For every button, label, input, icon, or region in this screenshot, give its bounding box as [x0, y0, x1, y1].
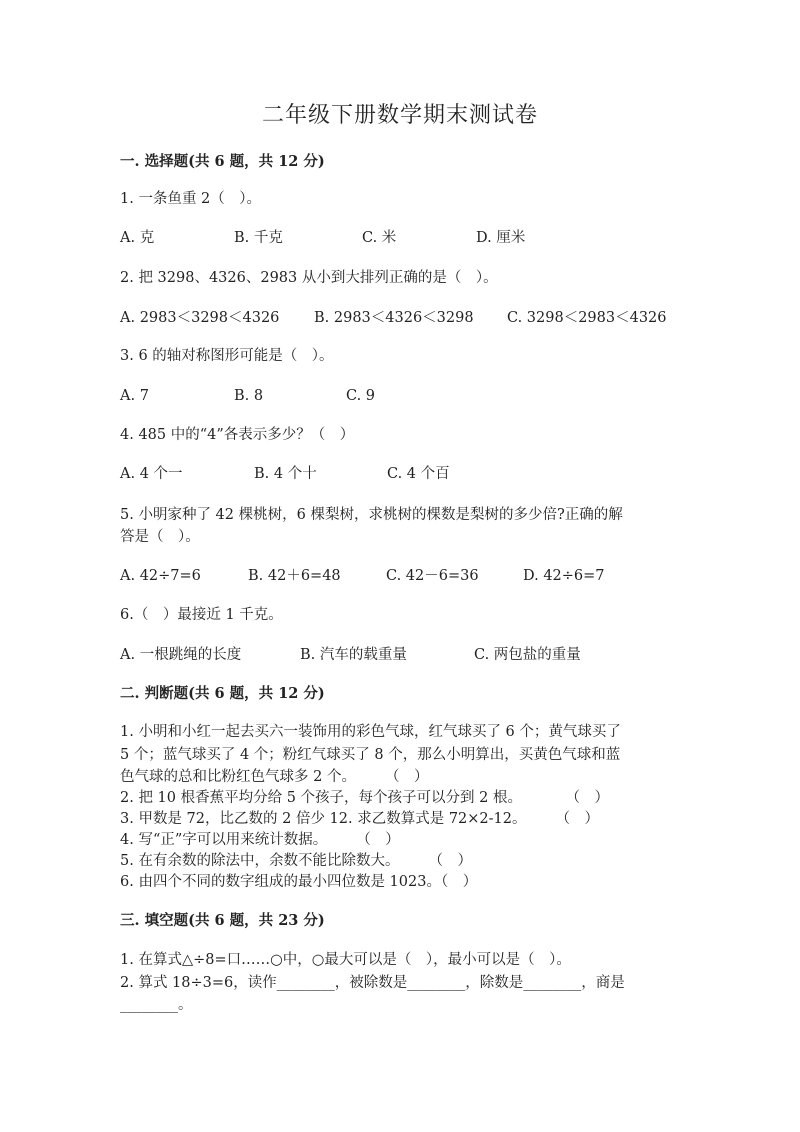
section3-heading: 三. 填空题(共 6 题，共 23 分): [120, 912, 325, 929]
fill-line: 2. 算式 18÷3=6，读作________，被除数是________，除数是________，商是: [120, 975, 625, 991]
q6-text: 6.（ ）最接近 1 千克。: [120, 607, 283, 623]
q5-text-continued: 答是（ ）。: [120, 529, 200, 545]
judge-line: 3. 甲数是 72，比乙数的 2 倍少 12. 求乙数算式是 72×2-12。 （ ）: [120, 811, 600, 827]
q4-text: 4. 485 中的“4”各表示多少？（ ）: [120, 427, 355, 443]
q2-option-a: A. 2983＜3298＜4326: [120, 310, 280, 326]
q4-option-a: A. 4 个一: [120, 466, 183, 482]
q6-option-c: C. 两包盐的重量: [474, 647, 581, 663]
section2-heading: 二. 判断题(共 6 题，共 12 分): [120, 685, 325, 702]
judge-line: 4. 写“正”字可以用来统计数据。 （ ）: [120, 832, 400, 848]
q4-option-c: C. 4 个百: [387, 466, 450, 482]
q1-option-d: D. 厘米: [476, 230, 526, 246]
judge-line: 1. 小明和小红一起去买六一装饰用的彩色气球，红气球买了 6 个；黄气球买了: [120, 724, 621, 740]
judge-line: 5 个；蓝气球买了 4 个；粉红气球买了 8 个，那么小明算出，买黄色气球和蓝: [120, 747, 621, 763]
q1-option-a: A. 克: [120, 230, 155, 246]
judge-line: 色气球的总和比粉红色气球多 2 个。 （ ）: [120, 769, 429, 785]
q3-text: 3. 6 的轴对称图形可能是（ ）。: [120, 348, 334, 364]
judge-line: 2. 把 10 根香蕉平均分给 5 个孩子，每个孩子可以分到 2 根。 （ ）: [120, 790, 609, 806]
q5-option-c: C. 42－6=36: [386, 568, 479, 584]
section1-heading: 一. 选择题(共 6 题，共 12 分): [120, 153, 325, 170]
q6-option-a: A. 一根跳绳的长度: [120, 647, 242, 663]
q3-option-b: B. 8: [234, 388, 264, 404]
fill-line: ________。: [120, 997, 193, 1013]
q5-text: 5. 小明家种了 42 棵桃树，6 棵梨树，求桃树的棵数是梨树的多少倍?正确的解: [120, 507, 623, 523]
q4-option-b: B. 4 个十: [254, 466, 317, 482]
q2-option-b: B. 2983＜4326＜3298: [314, 310, 474, 326]
fill-line: 1. 在算式△÷8=口……○中，○最大可以是（ ），最小可以是（ ）。: [120, 952, 571, 968]
q1-text: 1. 一条鱼重 2（ ）。: [120, 191, 262, 207]
q6-option-b: B. 汽车的载重量: [300, 647, 407, 663]
q2-text: 2. 把 3298、4326、2983 从小到大排列正确的是（ ）。: [120, 270, 498, 286]
q1-option-c: C. 米: [362, 230, 397, 246]
judge-line: 6. 由四个不同的数字组成的最小四位数是 1023。（ ）: [120, 874, 478, 890]
q5-option-d: D. 42÷6=7: [523, 568, 605, 584]
q5-option-a: A. 42÷7=6: [120, 568, 201, 584]
page-title: 二年级下册数学期末测试卷: [261, 103, 538, 128]
q3-option-a: A. 7: [120, 388, 149, 404]
q1-option-b: B. 千克: [234, 230, 283, 246]
q3-option-c: C. 9: [346, 388, 376, 404]
judge-line: 5. 在有余数的除法中，余数不能比除数大。 （ ）: [120, 853, 472, 869]
q2-option-c: C. 3298＜2983＜4326: [507, 310, 667, 326]
q5-option-b: B. 42＋6=48: [248, 568, 341, 584]
